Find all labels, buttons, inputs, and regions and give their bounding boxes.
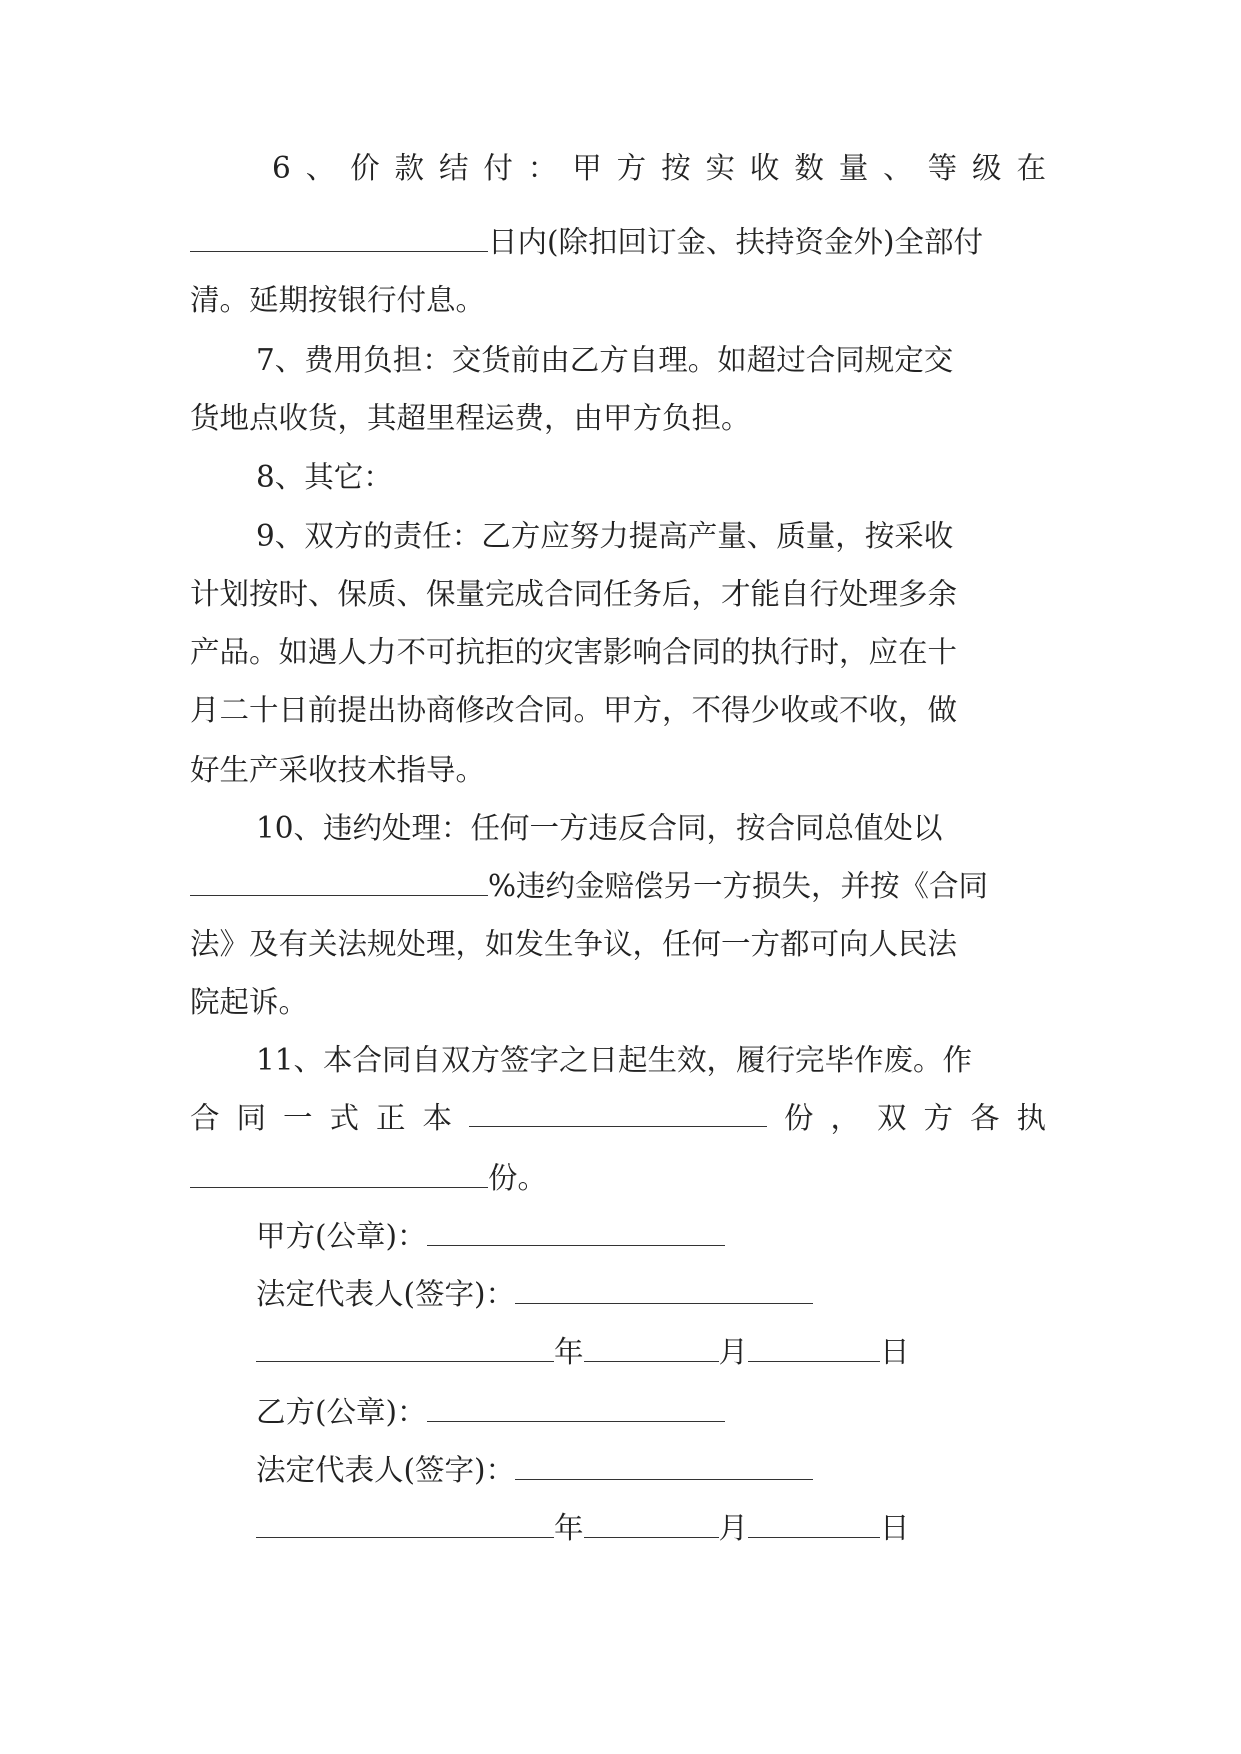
clause6-char: 款 [394,151,425,185]
clause6-line3: 清。延期按银行付息。 [190,283,486,317]
party-b-month-blank[interactable] [584,1509,719,1538]
party-b-seal-blank[interactable] [427,1393,725,1422]
clause9-line5: 好生产采收技术指导。 [190,753,486,787]
clause6-char: ： [527,151,558,185]
clause6-char: 数 [794,151,824,185]
clause6-char: 量 [838,151,869,185]
party-b-year-blank[interactable] [256,1509,554,1538]
clause9-line4: 月二十日前提出协商修改合同。甲方，不得少收或不收，做 [190,693,958,727]
clause6-line1 [272,148,1046,188]
clause7-line2: 货地点收货，其超里程运费，由甲方负担。 [190,401,751,435]
day-label: 日 [880,1511,910,1545]
clause10-line2 [190,866,1046,906]
clause11-char: 份 [783,1101,814,1135]
clause6-line2-text: 日内(除扣回订金、扶持资金外)全部付 [488,225,984,259]
party-b-label: 乙方(公章)： [256,1395,427,1429]
clause10-line2-text: %违约金赔偿另一方损失，并按《合同 [488,869,989,903]
party-b-rep-label: 法定代表人(签字)： [256,1453,516,1487]
clause11-char: 执 [1016,1101,1046,1135]
clause6-char: 按 [661,151,691,185]
year-label: 年 [554,1511,584,1545]
party-a-label: 甲方(公章)： [256,1219,427,1253]
clause6-char: 价 [350,151,380,185]
party-a-rep-label: 法定代表人(签字)： [256,1277,516,1311]
clause6-char: 方 [616,151,647,185]
clause11-line2 [190,1098,1046,1138]
party-a-rep-blank[interactable] [515,1275,813,1304]
clause8-line1: 8、其它： [256,460,393,494]
clause11-char: 合 [190,1101,220,1135]
clause11-char: 式 [329,1101,360,1135]
clause11-char: 方 [923,1101,953,1135]
party-b-date-line [256,1508,1112,1548]
clause6-char: 收 [749,151,780,185]
clause9-line2: 计划按时、保质、保量完成合同任务后，才能自行处理多余 [190,577,958,611]
penalty-percent-blank[interactable] [190,867,488,896]
clause10-line1: 10、违约处理：任何一方违反合同，按合同总值处以 [256,811,943,845]
clause6-char: 、 [305,151,336,185]
clause11-line3 [190,1158,1046,1198]
clause9-line3: 产品。如遇人力不可抗拒的灾害影响合同的执行时，应在十 [190,635,958,669]
party-b-day-blank[interactable] [748,1509,880,1538]
clause6-char: 实 [705,151,735,185]
clause11-line1: 11、本合同自双方签字之日起生效，履行完毕作废。作 [256,1043,973,1077]
clause10-line4: 院起诉。 [190,985,309,1019]
clause6-char: 结 [438,151,469,185]
party-a-day-blank[interactable] [748,1333,880,1362]
day-label: 日 [880,1335,910,1369]
party-a-date-line [256,1332,1112,1372]
clause6-char: 级 [972,151,1002,185]
party-b-rep-blank[interactable] [515,1451,813,1480]
clause6-char: 甲 [572,151,602,185]
clause11-char: 正 [376,1101,406,1135]
clause11-char: 各 [969,1101,1000,1135]
clause11-line3-text: 份。 [488,1161,548,1195]
clause11-char: 双 [876,1101,907,1135]
clause11-char: 同 [236,1101,267,1135]
clause6-char: 6 [272,151,291,185]
copies-each-blank[interactable] [190,1159,488,1188]
party-a-seal-blank[interactable] [427,1217,725,1246]
party-a-month-blank[interactable] [584,1333,719,1362]
clause7-line1: 7、费用负担：交货前由乙方自理。如超过合同规定交 [256,343,954,377]
party-b-seal-line [256,1392,1112,1432]
month-label: 月 [718,1511,749,1545]
clause6-char: 、 [883,151,913,185]
party-a-rep-line [256,1274,1112,1314]
year-label: 年 [554,1335,584,1369]
clause11-char: 一 [283,1101,313,1135]
clause9-line1: 9、双方的责任：乙方应努力提高产量、质量，按采收 [256,519,954,553]
copies-blank[interactable] [469,1098,767,1127]
days-blank[interactable] [190,223,488,252]
month-label: 月 [718,1335,749,1369]
clause6-char: 付 [483,151,513,185]
clause11-char: 本 [422,1101,453,1135]
party-b-rep-line [256,1450,1112,1490]
clause6-line2 [190,222,1046,262]
clause10-line3: 法》及有关法规处理，如发生争议，任何一方都可向人民法 [190,927,958,961]
party-a-year-blank[interactable] [256,1333,554,1362]
clause11-char: ， [830,1101,860,1135]
party-a-seal-line [256,1216,1112,1256]
clause6-char: 在 [1016,151,1046,185]
clause6-char: 等 [927,151,958,185]
